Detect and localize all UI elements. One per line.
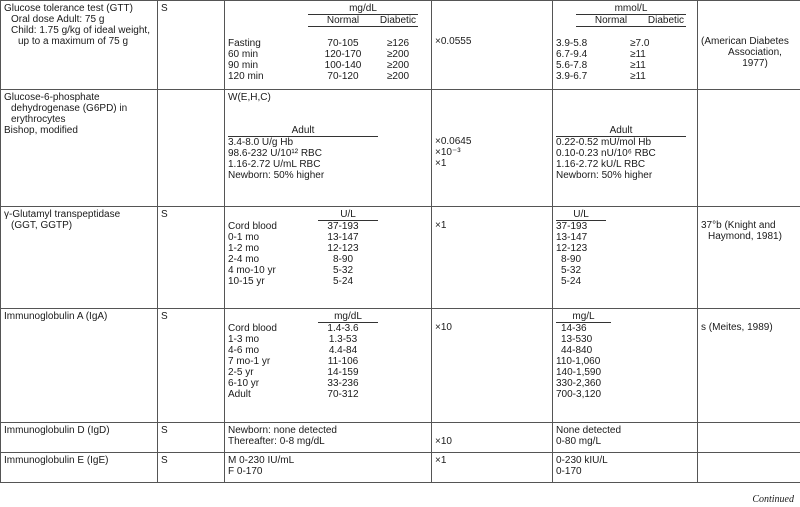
test-name: Glucose tolerance test (GTT) <box>4 3 133 14</box>
specimen: S <box>161 311 168 322</box>
test-name-cell <box>1 453 158 483</box>
test-note: Oral dose Adult: 75 g <box>11 14 105 25</box>
specimen-cell <box>158 1 225 90</box>
unit-header: mg/L <box>556 311 611 323</box>
table-row <box>1 1 800 90</box>
conversion-factor: ×10 <box>435 322 452 333</box>
conversion-factor: ×10 <box>435 436 452 447</box>
row-label: 6-10 yr <box>228 378 260 389</box>
conversion-factor-cell <box>432 207 553 309</box>
value: 330-2,360 <box>556 378 602 389</box>
value: 8-90 <box>332 254 353 265</box>
row-label: 1-3 mo <box>228 334 260 345</box>
value: 8-90 <box>561 254 582 265</box>
value: 1.3-53 <box>328 334 358 345</box>
specimen: S <box>161 3 168 14</box>
test-name: erythrocytes <box>11 114 66 125</box>
value: ≥200 <box>386 71 410 82</box>
row-label: 90 min <box>228 60 259 71</box>
conventional-units-cell <box>225 1 432 90</box>
remark: s (Meites, 1989) <box>701 322 773 333</box>
specimen-cell <box>158 90 225 207</box>
remarks-cell <box>698 423 800 453</box>
value: 0-80 mg/L <box>556 436 602 447</box>
remarks-cell <box>698 207 800 309</box>
test-name: Glucose-6-phosphate <box>4 92 100 103</box>
value: 120-170 <box>324 49 362 60</box>
test-name-cell <box>1 423 158 453</box>
value: 33-236 <box>327 378 359 389</box>
value: Thereafter: 0-8 mg/dL <box>228 436 325 447</box>
remarks-cell <box>698 90 800 207</box>
conventional-units-cell <box>225 453 432 483</box>
conversion-factor-cell <box>432 423 553 453</box>
test-name-cell <box>1 90 158 207</box>
test-name: Immunoglobulin A (IgA) <box>4 311 108 322</box>
column-header: Normal <box>594 15 628 26</box>
row-label: 7 mo-1 yr <box>228 356 271 367</box>
value: 1.16-2.72 U/mL RBC <box>228 159 321 170</box>
remark: 37°b (Knight and <box>701 220 776 231</box>
conversion-factor-cell <box>432 1 553 90</box>
test-name: γ-Glutamyl transpeptidase <box>4 209 121 220</box>
unit-header: mmol/L <box>576 3 686 15</box>
conventional-units-cell <box>225 309 432 423</box>
value: 5-32 <box>561 265 582 276</box>
value: None detected <box>556 425 622 436</box>
value: ≥11 <box>630 71 646 82</box>
value: 5-24 <box>332 276 353 287</box>
value: 0.22-0.52 mU/mol Hb <box>556 137 652 148</box>
value: 5-24 <box>561 276 582 287</box>
value: 4.4-84 <box>328 345 358 356</box>
test-name-cell <box>1 1 158 90</box>
conversion-factor: ×1 <box>435 158 447 169</box>
value: Newborn: 50% higher <box>228 170 325 181</box>
value: 110-1,060 <box>556 356 601 367</box>
test-method: Bishop, modified <box>4 125 78 136</box>
value: 70-120 <box>327 71 359 82</box>
row-label: 10-15 yr <box>228 276 265 287</box>
si-units-cell <box>553 453 698 483</box>
remarks-cell <box>698 453 800 483</box>
row-label: Cord blood <box>228 221 277 232</box>
value: 13-530 <box>561 334 593 345</box>
conventional-units-cell <box>225 207 432 309</box>
value: 5.6-7.8 <box>556 60 588 71</box>
si-units-cell <box>553 309 698 423</box>
value: 0-230 kIU/L <box>556 455 608 466</box>
test-name-cell <box>1 309 158 423</box>
specimen-cell <box>158 309 225 423</box>
test-name: Immunoglobulin E (IgE) <box>4 455 109 466</box>
specimen-cell <box>158 207 225 309</box>
specimen-cell <box>158 423 225 453</box>
value: ≥126 <box>386 38 410 49</box>
remark: 1977) <box>742 58 768 69</box>
value: 37-193 <box>327 221 359 232</box>
value: 6.7-9.4 <box>556 49 588 60</box>
test-name: Immunoglobulin D (IgD) <box>4 425 110 436</box>
table-row <box>1 207 800 309</box>
value: 37-193 <box>556 221 588 232</box>
continued-label: Continued <box>752 494 794 505</box>
row-label: 60 min <box>228 49 259 60</box>
row-label: 2-4 mo <box>228 254 260 265</box>
conversion-factor: ×1 <box>435 455 447 466</box>
test-note: Child: 1.75 g/kg of ideal weight, <box>11 25 150 36</box>
test-name: (GGT, GGTP) <box>11 220 73 231</box>
remark: Haymond, 1981) <box>708 231 782 242</box>
value: 700-3,120 <box>556 389 602 400</box>
row-label: Adult <box>228 389 251 400</box>
value: 14-36 <box>561 323 587 334</box>
si-units-cell <box>553 207 698 309</box>
conversion-factor-cell <box>432 453 553 483</box>
table-row <box>1 453 800 483</box>
conversion-factor: ×0.0645 <box>435 136 472 147</box>
specimen: S <box>161 455 168 466</box>
row-label: 4-6 mo <box>228 345 260 356</box>
unit-header: Adult <box>556 125 686 137</box>
value: M 0-230 IU/mL <box>228 455 295 466</box>
remark: Association, <box>728 47 782 58</box>
value: Newborn: 50% higher <box>556 170 653 181</box>
value: F 0-170 <box>228 466 263 477</box>
value: 44-840 <box>561 345 593 356</box>
value: ≥11 <box>630 49 646 60</box>
conversion-factor: ×1 <box>435 220 447 231</box>
row-label: Fasting <box>228 38 261 49</box>
si-units-cell <box>553 423 698 453</box>
table-row <box>1 423 800 453</box>
test-name: dehydrogenase (G6PD) in <box>11 103 128 114</box>
value: 12-123 <box>327 243 359 254</box>
value: Newborn: none detected <box>228 425 337 436</box>
conversion-factor: ×10⁻³ <box>435 147 461 158</box>
value: 1.16-2.72 kU/L RBC <box>556 159 646 170</box>
value: 140-1,590 <box>556 367 602 378</box>
unit-header: U/L <box>318 209 378 221</box>
value: 100-140 <box>324 60 362 71</box>
row-label: Cord blood <box>228 323 277 334</box>
unit-header: mg/dL <box>318 311 378 323</box>
table-row <box>1 90 800 207</box>
conventional-units-cell <box>225 423 432 453</box>
value: 98.6-232 U/10¹² RBC <box>228 148 322 159</box>
specimen-cell <box>158 453 225 483</box>
value: ≥200 <box>386 49 410 60</box>
test-note: up to a maximum of 75 g <box>18 36 129 47</box>
value: 12-123 <box>556 243 588 254</box>
value: 1.4-3.6 <box>327 323 359 334</box>
value: 14-159 <box>327 367 359 378</box>
row-label: 1-2 mo <box>228 243 260 254</box>
conversion-factor-cell <box>432 309 553 423</box>
value: 0.10-0.23 nU/10⁶ RBC <box>556 148 656 159</box>
value: 13-147 <box>327 232 359 243</box>
remark: (American Diabetes <box>701 36 789 47</box>
si-units-cell <box>553 1 698 90</box>
remarks-cell <box>698 1 800 90</box>
test-name-cell <box>1 207 158 309</box>
unit-header: mg/dL <box>308 3 418 15</box>
row-label: 4 mo-10 yr <box>228 265 276 276</box>
value: 70-312 <box>327 389 359 400</box>
conventional-units-cell <box>225 90 432 207</box>
value: 11-106 <box>327 356 359 367</box>
column-header: Diabetic <box>647 15 685 26</box>
unit-header: Adult <box>228 125 378 137</box>
value: 5-32 <box>332 265 353 276</box>
si-units-cell <box>553 90 698 207</box>
conversion-factor-cell <box>432 90 553 207</box>
unit-header: U/L <box>556 209 606 221</box>
specimen: S <box>161 425 168 436</box>
value: ≥7.0 <box>630 38 650 49</box>
value: ≥11 <box>630 60 646 71</box>
value: 13-147 <box>556 232 588 243</box>
row-label: 0-1 mo <box>228 232 260 243</box>
value: 3.9-6.7 <box>556 71 588 82</box>
column-header: Normal <box>326 15 360 26</box>
value: 3.4-8.0 U/g Hb <box>228 137 294 148</box>
specimen: S <box>161 209 168 220</box>
specimen-types: W(E,H,C) <box>228 92 271 103</box>
row-label: 120 min <box>228 71 264 82</box>
conversion-factor: ×0.0555 <box>435 36 472 47</box>
remarks-cell <box>698 309 800 423</box>
table-row <box>1 309 800 423</box>
row-label: 2-5 yr <box>228 367 254 378</box>
value: 70-105 <box>327 38 359 49</box>
value: 0-170 <box>556 466 582 477</box>
column-header: Diabetic <box>379 15 417 26</box>
value: ≥200 <box>386 60 410 71</box>
value: 3.9-5.8 <box>556 38 588 49</box>
